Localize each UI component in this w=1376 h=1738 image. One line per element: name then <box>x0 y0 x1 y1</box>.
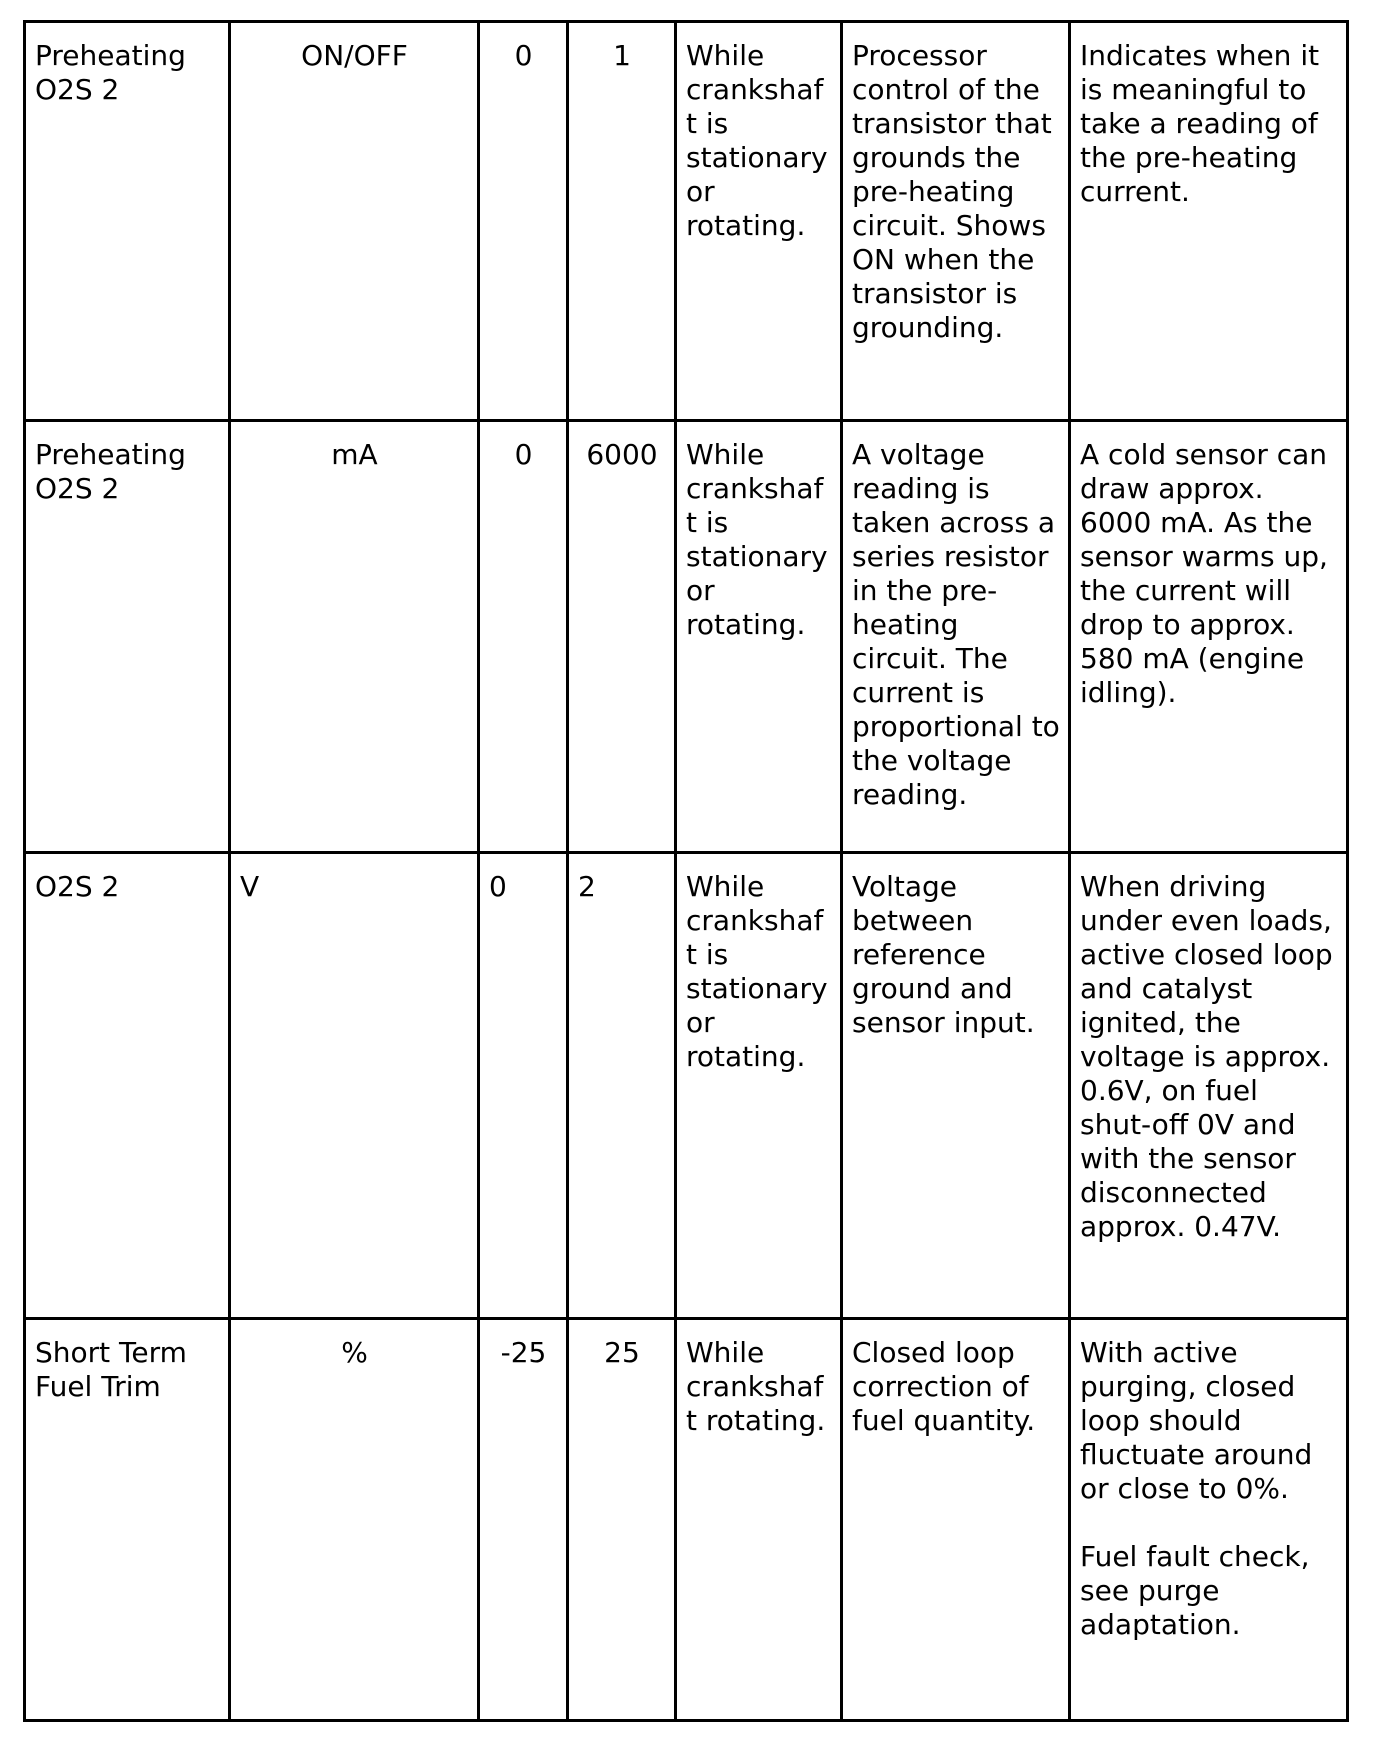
notes-paragraph: With active purging, closed loop should fluctuate around or close to 0%. <box>1080 1336 1313 1505</box>
condition-cell: While crankshaft is stationary or rotating. <box>676 853 842 1319</box>
notes-cell <box>1070 22 1348 421</box>
table-row <box>25 22 1348 421</box>
unit-cell: V <box>230 853 479 1319</box>
max-cell: 6000 <box>568 421 676 853</box>
notes-cell <box>1070 421 1348 853</box>
table-row <box>25 421 1348 853</box>
parameter-cell: Preheating O2S 2 <box>25 22 230 421</box>
notes-paragraph: Fuel fault check, see purge adaptation. <box>1080 1540 1310 1641</box>
parameter-table <box>23 20 1349 1722</box>
notes-paragraph: Indicates when it is meaningful to take a reading of the pre-heating current. <box>1080 39 1320 208</box>
description-cell: Voltage between reference ground and sensor input. <box>842 853 1070 1319</box>
table-row <box>25 1319 1348 1721</box>
description-cell: Closed loop correction of fuel quantity. <box>842 1319 1070 1721</box>
min-cell: 0 <box>479 853 568 1319</box>
table-row <box>25 853 1348 1319</box>
max-cell: 1 <box>568 22 676 421</box>
condition-cell: While crankshaft is stationary or rotating. <box>676 22 842 421</box>
notes-paragraph: When driving under even loads, active closed loop and catalyst ignited, the voltage is approx. 0.6V, on fuel shut-off 0V and with the sensor disconnected approx. 0.47V. <box>1080 870 1333 1243</box>
max-cell: 25 <box>568 1319 676 1721</box>
parameter-cell: O2S 2 <box>25 853 230 1319</box>
parameter-cell: Short Term Fuel Trim <box>25 1319 230 1721</box>
min-cell: 0 <box>479 22 568 421</box>
unit-cell: % <box>230 1319 479 1721</box>
description-cell: Processor control of the transistor that grounds the pre-heating circuit. Shows ON when the transistor is grounding. <box>842 22 1070 421</box>
max-cell: 2 <box>568 853 676 1319</box>
condition-cell: While crankshaft is stationary or rotating. <box>676 421 842 853</box>
notes-cell <box>1070 853 1348 1319</box>
notes-cell <box>1070 1319 1348 1721</box>
min-cell: -25 <box>479 1319 568 1721</box>
unit-cell: mA <box>230 421 479 853</box>
unit-cell: ON/OFF <box>230 22 479 421</box>
notes-paragraph: A cold sensor can draw approx. 6000 mA. As the sensor warms up, the current will drop to approx. 580 mA (engine idling). <box>1080 438 1328 709</box>
description-cell: A voltage reading is taken across a series resistor in the pre-heating circuit. The current is proportional to the voltage reading. <box>842 421 1070 853</box>
condition-cell: While crankshaft rotating. <box>676 1319 842 1721</box>
min-cell: 0 <box>479 421 568 853</box>
parameter-cell: Preheating O2S 2 <box>25 421 230 853</box>
